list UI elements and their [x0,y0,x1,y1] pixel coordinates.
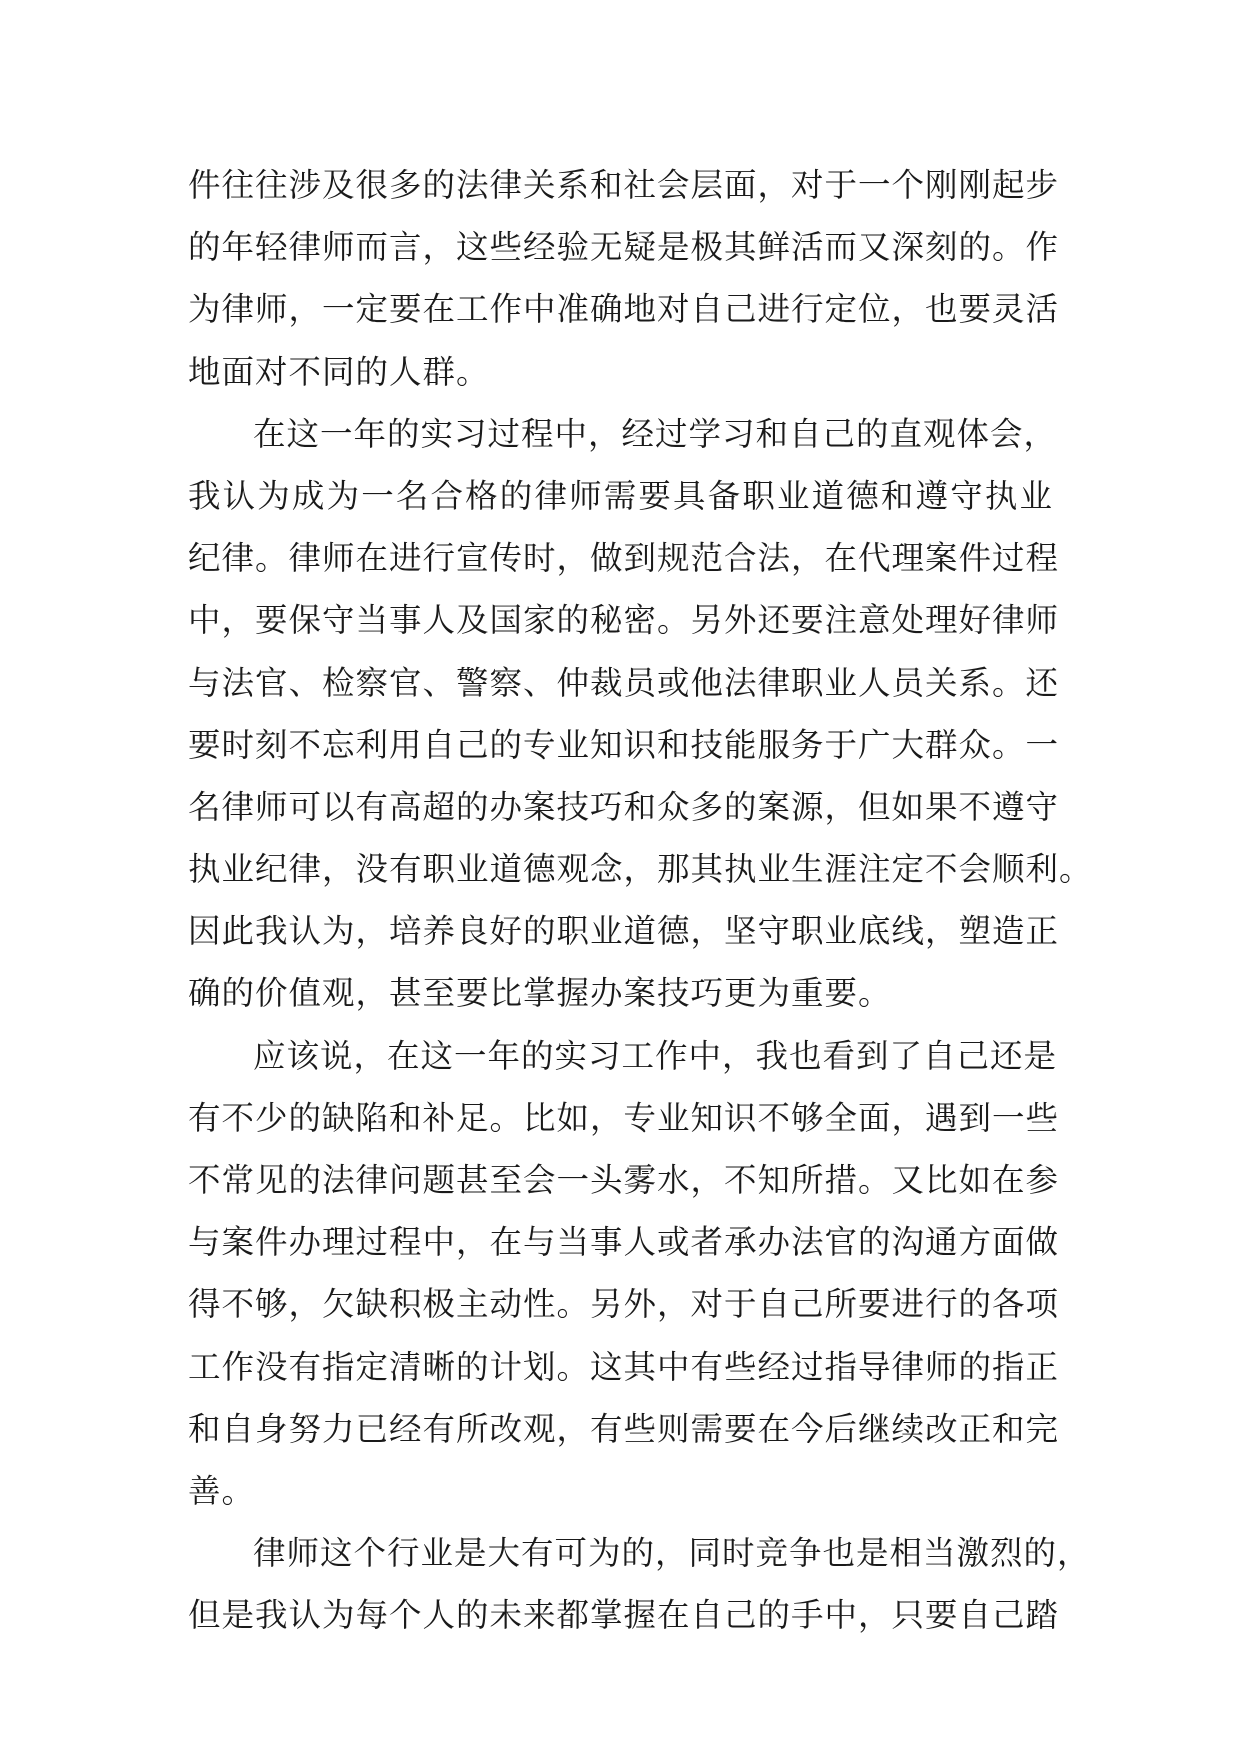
text-line: 有不少的缺陷和补足。比如，专业知识不够全面，遇到一些 [188,1098,1060,1137]
text-line: 为律师，一定要在工作中准确地对自己进行定位，也要灵活 [188,290,1060,329]
text-line: 的年轻律师而言，这些经验无疑是极其鲜活而又深刻的。作 [188,228,1060,267]
text-line: 工作没有指定清晰的计划。这其中有些经过指导律师的指正 [188,1347,1060,1386]
document-body [188,154,1093,1647]
text-line: 要时刻不忘利用自己的专业知识和技能服务于广大群众。一 [188,725,1060,764]
text-line: 我认为成为一名合格的律师需要具备职业道德和遵守执业 [188,476,1053,515]
text-line: 执业纪律，没有职业道德观念，那其执业生涯注定不会顺利。 [188,850,1093,889]
text-line: 但是我认为每个人的未来都掌握在自己的手中，只要自己踏 [188,1596,1060,1635]
text-line: 纪律。律师在进行宣传时，做到规范合法，在代理案件过程 [188,539,1060,578]
text-line: 名律师可以有高超的办案技巧和众多的案源，但如果不遵守 [188,787,1060,826]
text-line: 件往往涉及很多的法律关系和社会层面，对于一个刚刚起步 [188,166,1060,204]
text-line: 与法官、检察官、警察、仲裁员或他法律职业人员关系。还 [188,663,1060,702]
text-line: 应该说，在这一年的实习工作中，我也看到了自己还是 [253,1036,1058,1075]
text-line: 确的价值观，甚至要比掌握办案技巧更为重要。 [188,974,892,1013]
text-line: 在这一年的实习过程中，经过学习和自己的直观体会， [253,414,1058,453]
text-line: 因此我认为，培养良好的职业道德，坚守职业底线，塑造正 [188,912,1060,951]
text-line: 不常见的法律问题甚至会一头雾水，不知所措。又比如在参 [188,1161,1060,1199]
text-line: 得不够，欠缺积极主动性。另外，对于自己所要进行的各项 [188,1285,1060,1324]
text-line: 地面对不同的人群。 [188,352,490,391]
text-line: 与案件办理过程中，在与当事人或者承办法官的沟通方面做 [188,1223,1060,1262]
text-line: 中，要保守当事人及国家的秘密。另外还要注意处理好律师 [188,601,1060,640]
text-line: 律师这个行业是大有可为的，同时竞争也是相当激烈的， [253,1534,1091,1573]
text-line: 和自身努力已经有所改观，有些则需要在今后继续改正和完 [188,1409,1060,1448]
text-line: 善。 [188,1471,256,1510]
